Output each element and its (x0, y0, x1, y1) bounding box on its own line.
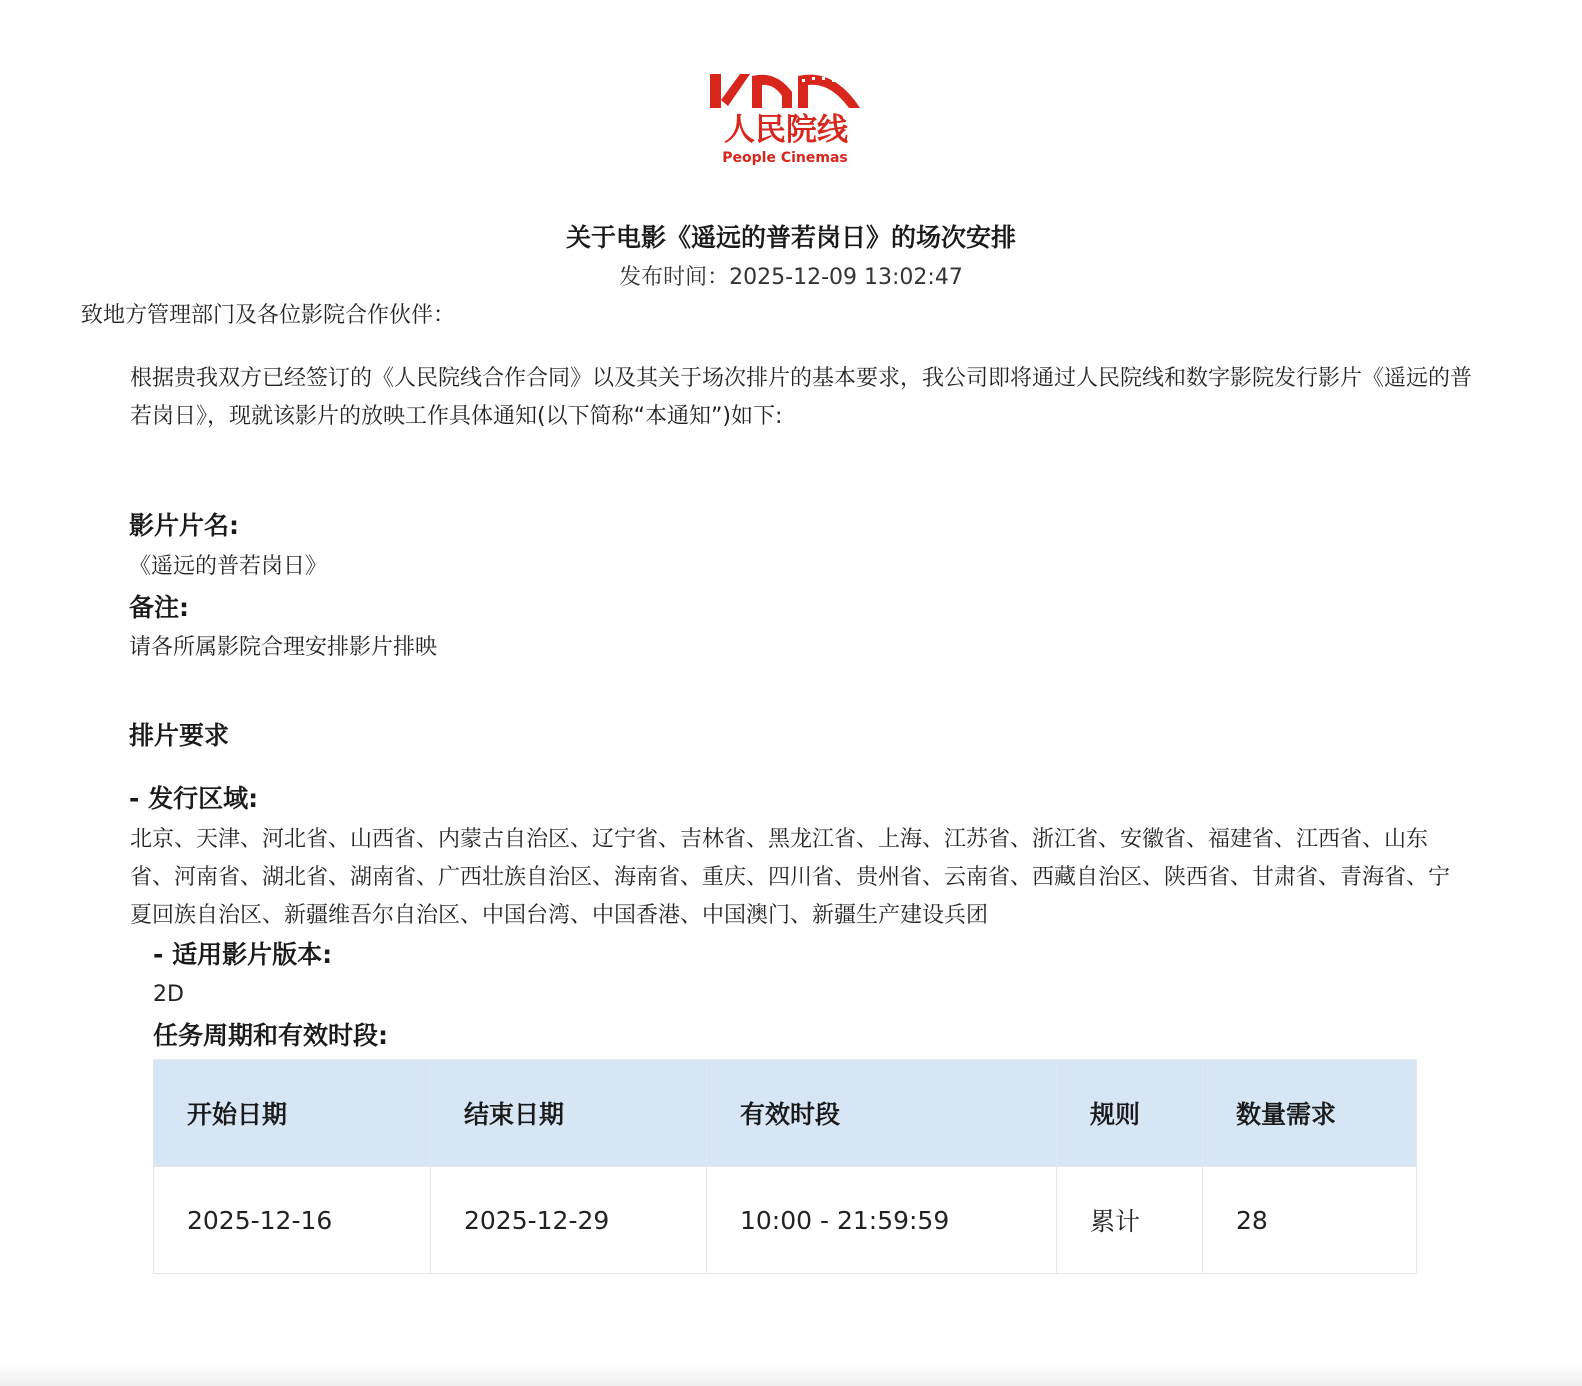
cell-quantity: 28 (1203, 1167, 1417, 1274)
bottom-fade (0, 1364, 1582, 1386)
publish-time: 发布时间：2025-12-09 13:02:47 (619, 265, 963, 290)
greeting: 致地方管理部门及各位影院合作伙伴： (81, 303, 456, 328)
page-title: 关于电影《遥远的普若岗日》的场次安排 (565, 223, 1016, 252)
cell-valid-period: 10:00 - 21:59:59 (707, 1167, 1057, 1274)
logo-name-en: People Cinemas (722, 150, 848, 166)
header-end-date: 结束日期 (431, 1060, 707, 1167)
header-quantity: 数量需求 (1203, 1060, 1417, 1167)
header-rule: 规则 (1057, 1060, 1203, 1167)
table-header-row (154, 1060, 1417, 1167)
version-value: 2D (153, 982, 184, 1007)
film-name-value: 《遥远的普若岗日》 (129, 554, 328, 579)
logo-name-cn: 人民院线 (724, 112, 848, 148)
header-valid-period: 有效时段 (707, 1060, 1057, 1167)
film-name-label: 影片片名: (129, 511, 239, 540)
logo-graphic (706, 66, 866, 170)
header-start-date: 开始日期 (154, 1060, 431, 1167)
intro-paragraph: 根据贵我双方已经签订的《人民院线合作合同》以及其关于场次排片的基本要求，我公司即将通过人民院线和数字影院发行影片《遥远的普若岗日》，现就该影片的放映工作具体通知(以下简称“本通知”)如下: (130, 366, 1473, 429)
region-label: - 发行区域: (129, 784, 259, 813)
region-list: 北京、天津、河北省、山西省、内蒙古自治区、辽宁省、吉林省、黑龙江省、上海、江苏省、浙江省、安徽省、福建省、江西省、山东省、河南省、湖北省、湖南省、广西壮族自治区、海南省、重庆、四川省、贵州省、云南省、西藏自治区、陕西省、甘肃省、青海省、宁夏回族自治区、新疆维吾尔自治区、中国台湾、中国香港、中国澳门、新疆生产建设兵团 (130, 827, 1451, 928)
cell-end-date: 2025-12-29 (431, 1167, 707, 1274)
table-row (154, 1167, 1417, 1274)
task-period-table (153, 1059, 1417, 1274)
cell-rule: 累计 (1057, 1167, 1203, 1274)
people-cinemas-logo (706, 66, 866, 170)
version-label: - 适用影片版本: (153, 940, 333, 969)
period-label: 任务周期和有效时段: (153, 1021, 388, 1050)
cell-start-date: 2025-12-16 (154, 1167, 431, 1274)
note-label: 备注: (129, 593, 189, 622)
note-value: 请各所属影院合理安排影片排映 (129, 635, 438, 660)
requirements-heading: 排片要求 (129, 721, 230, 750)
